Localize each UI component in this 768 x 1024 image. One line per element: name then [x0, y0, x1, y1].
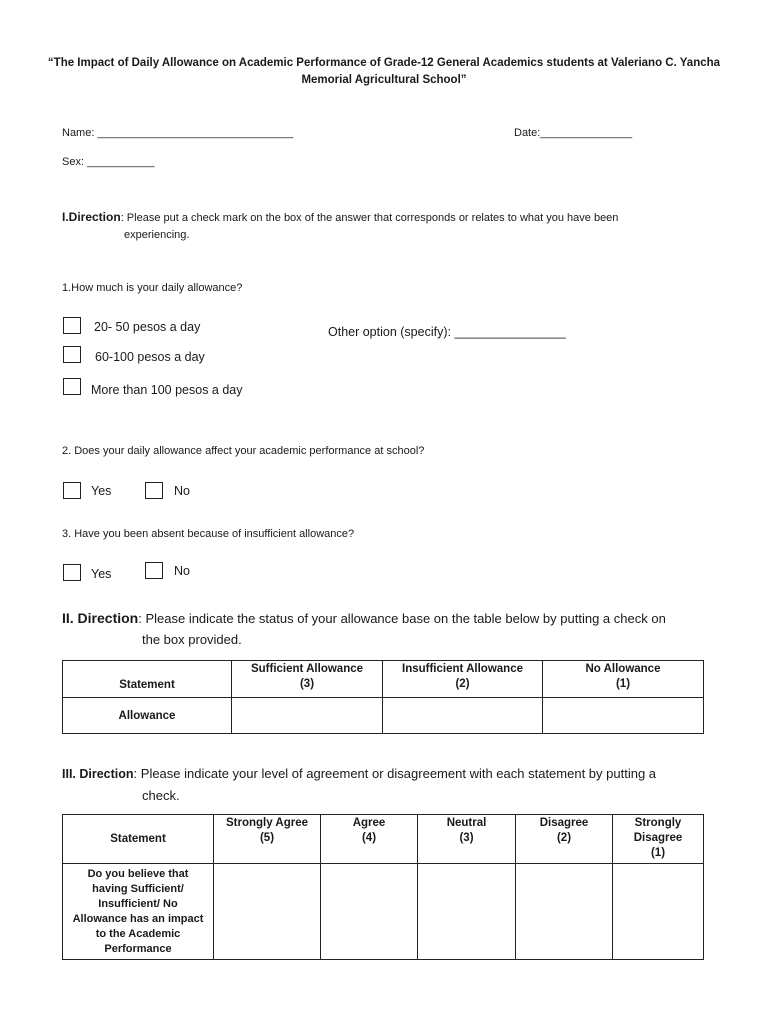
header-neutral: Neutral (3): [418, 815, 516, 864]
checkbox-20-50[interactable]: [63, 317, 81, 334]
section-3-heading: III. Direction: [62, 767, 134, 781]
header-sufficient-allowance: Sufficient Allowance (3): [232, 661, 383, 698]
section-3-text-continued: check.: [142, 788, 180, 803]
date-field[interactable]: Date:_______________: [514, 127, 633, 139]
agreement-table: [62, 814, 704, 960]
table-row: [63, 698, 704, 734]
checkbox-60-100[interactable]: [63, 346, 81, 363]
q3-no-label: No: [174, 564, 190, 578]
q2-yes-label: Yes: [91, 484, 112, 498]
section-3-text: : Please indicate your level of agreement or disagreement with each statement by putting a: [133, 766, 657, 781]
checkbox-more-than-100[interactable]: [63, 378, 81, 395]
cell-strongly-disagree[interactable]: [613, 864, 704, 960]
cell-strongly-agree[interactable]: [214, 864, 321, 960]
section-3-direction: [62, 763, 742, 806]
cell-sufficient[interactable]: [232, 698, 383, 734]
section-1-text: : Please put a check mark on the box of the answer that corresponds or relates to what you have been: [120, 212, 619, 224]
cell-neutral[interactable]: [418, 864, 516, 960]
section-2-text: : Please indicate the status of your allowance base on the table below by putting a check on: [138, 611, 666, 626]
header-agree: Agree (4): [321, 815, 418, 864]
allowance-table-header-row: [63, 661, 704, 698]
checkbox-q2-yes[interactable]: [63, 482, 81, 499]
title-line-1: “The Impact of Daily Allowance on Academic Performance of Grade-12 General Academics students at Valeriano C. Yancha: [47, 57, 721, 69]
table-row: [63, 864, 704, 960]
name-field[interactable]: Name: ________________________________: [62, 127, 294, 139]
section-1-text-continued: experiencing.: [124, 229, 190, 241]
document-title: [40, 55, 728, 89]
option-more-than-100-label: More than 100 pesos a day: [91, 383, 243, 397]
sex-field[interactable]: Sex: ___________: [62, 156, 155, 168]
allowance-status-table: [62, 660, 704, 734]
q3-yes-label: Yes: [91, 567, 112, 581]
header-strongly-agree: Strongly Agree (5): [214, 815, 321, 864]
cell-insufficient[interactable]: [383, 698, 543, 734]
header-no-allowance: No Allowance (1): [543, 661, 704, 698]
option-20-50-label: 20- 50 pesos a day: [94, 320, 201, 334]
section-2-direction: [62, 608, 742, 650]
option-60-100-label: 60-100 pesos a day: [95, 350, 205, 364]
section-1-direction: [62, 209, 722, 244]
row-label-impact-question: Do you believe that having Sufficient/ Insufficient/ No Allowance has an impact to the Academic Performance: [63, 864, 214, 960]
header-statement: Statement: [63, 815, 214, 864]
checkbox-q2-no[interactable]: [145, 482, 163, 499]
cell-no-allowance[interactable]: [543, 698, 704, 734]
title-line-2: Memorial Agricultural School”: [301, 74, 467, 86]
agreement-table-header-row: [63, 815, 704, 864]
question-3: 3. Have you been absent because of insufficient allowance?: [62, 528, 355, 540]
header-disagree: Disagree (2): [516, 815, 613, 864]
cell-disagree[interactable]: [516, 864, 613, 960]
checkbox-q3-yes[interactable]: [63, 564, 81, 581]
cell-agree[interactable]: [321, 864, 418, 960]
header-insufficient-allowance: Insufficient Allowance (2): [383, 661, 543, 698]
q2-no-label: No: [174, 484, 190, 498]
checkbox-q3-no[interactable]: [145, 562, 163, 579]
question-1: 1.How much is your daily allowance?: [62, 282, 243, 294]
header-statement: Statement: [63, 661, 232, 698]
section-2-text-continued: the box provided.: [142, 632, 242, 647]
section-1-heading: I.Direction: [62, 210, 121, 224]
section-2-heading: II. Direction: [62, 610, 139, 626]
row-label-allowance: Allowance: [63, 698, 232, 734]
other-option-field[interactable]: Other option (specify): ________________: [328, 325, 566, 339]
header-strongly-disagree: Strongly Disagree (1): [613, 815, 704, 864]
question-2: 2. Does your daily allowance affect your academic performance at school?: [62, 445, 425, 457]
